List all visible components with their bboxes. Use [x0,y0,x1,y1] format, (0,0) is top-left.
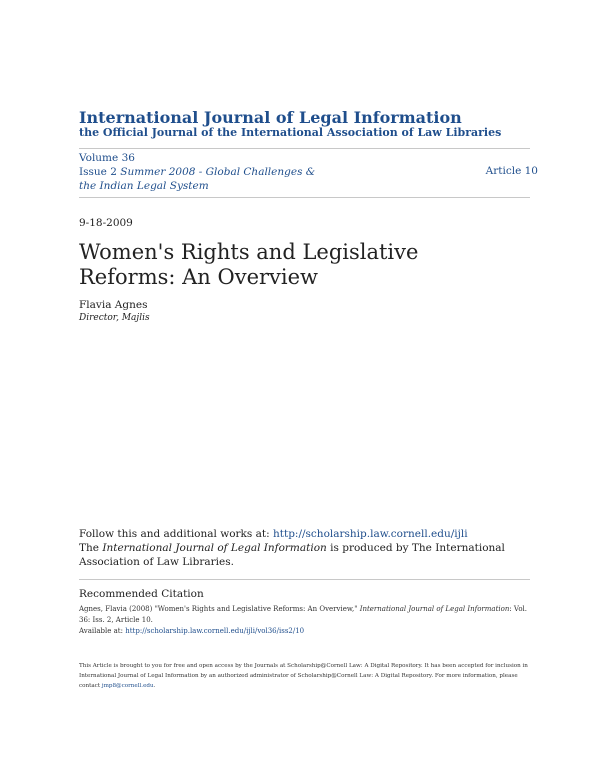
journal-title[interactable]: International Journal of Legal Information [79,108,462,127]
article-number-link[interactable]: Article 10 [485,165,538,177]
available-label: Available at: [79,627,126,635]
produced-prefix: The [79,542,103,554]
journal-subtitle: the Official Journal of the International Association of Law Libraries [79,126,502,139]
header-divider [79,148,530,149]
author-name: Flavia Agnes [79,299,148,311]
follow-text: Follow this and additional works at: [79,528,273,540]
produced-suffix: is produced by The International Association of Law Libraries. [79,542,505,568]
citation-text [79,604,529,637]
metadata-divider [79,197,530,198]
issue-link[interactable] [79,165,329,193]
issue-title: Summer 2008 - Global Challenges & the Indian Legal System [79,166,316,192]
issue-number: Issue 2 [79,166,117,178]
citation-start: Agnes, Flavia (2008) "Women's Rights and Legislative Reforms: An Overview," [79,605,360,613]
notice-end: . [153,683,156,689]
citation-divider [79,579,530,580]
citation-end: : Vol. 36: Iss. 2, Article 10. [79,605,528,624]
publication-date: 9-18-2009 [79,217,133,229]
citation-journal: International Journal of Legal Information [359,605,510,613]
repository-link[interactable]: http://scholarship.law.cornell.edu/ijli [273,528,468,540]
access-notice [79,661,529,691]
produced-by-text [79,541,529,569]
volume-link[interactable]: Volume 36 [79,152,135,164]
citation-link[interactable]: http://scholarship.law.cornell.edu/ijli/vol36/iss2/10 [125,627,305,635]
contact-email-link[interactable]: jmp8@cornell.edu [101,683,154,689]
author-affiliation: Director, Majlis [79,313,150,323]
produced-journal: International Journal of Legal Information [102,542,327,554]
notice-text: This Article is brought to you for free and open access by the Journals at Scholarship@Cornell Law: A Digital Repository. It has been accepted for inclusion in International Journal of Legal Information by an authorized administrator of Scholarship@Cornell Law: A Digital Repository. For more information, please contact [79,663,528,689]
follow-line [79,528,468,540]
article-title: Women's Rights and Legislative Reforms: An Overview [79,240,419,289]
recommended-citation-heading: Recommended Citation [79,588,204,600]
